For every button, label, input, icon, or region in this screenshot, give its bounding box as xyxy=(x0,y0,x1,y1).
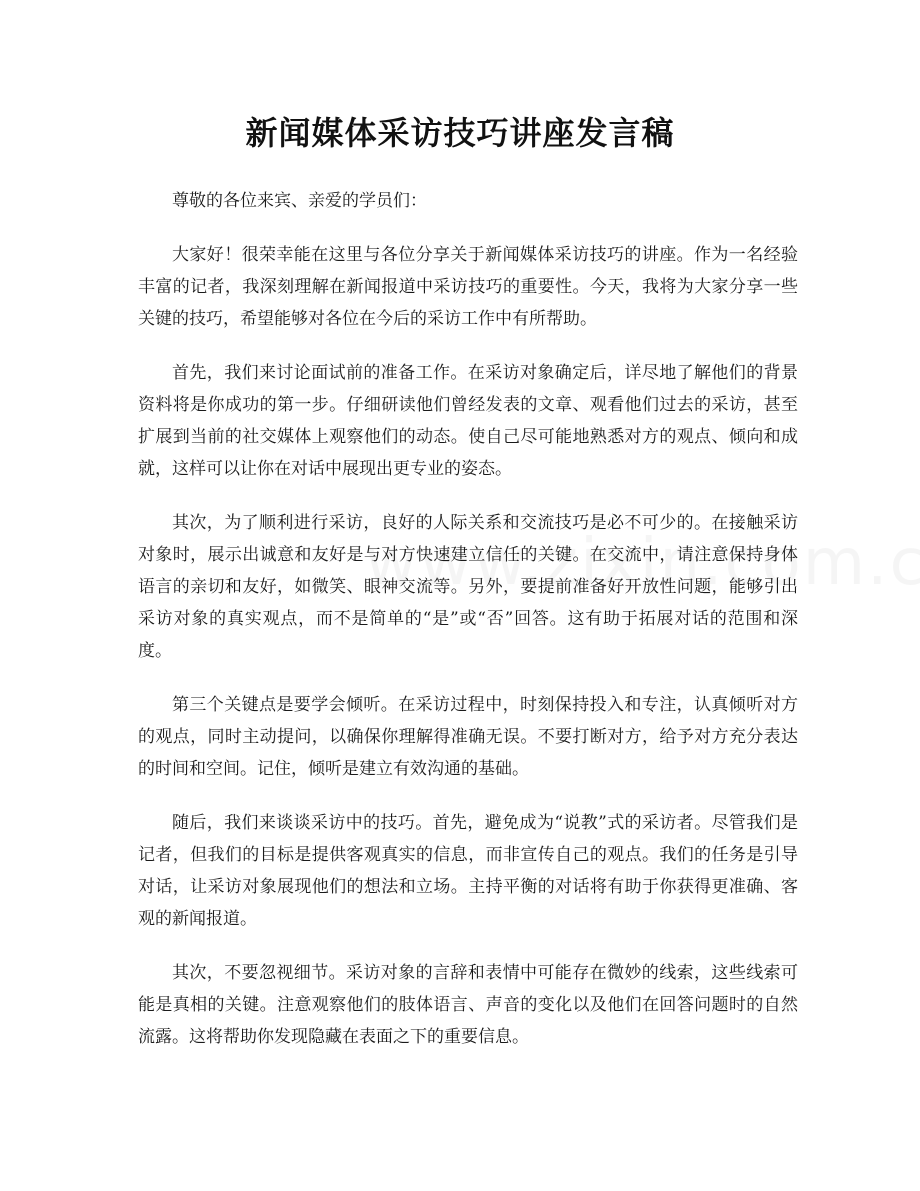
body-paragraph: 第三个关键点是要学会倾听。在采访过程中，时刻保持投入和专注，认真倾听对方的观点，同时主动提问，以确保你理解得准确无误。不要打断对方，给予对方充分表达的时间和空间。记住，倾听是建立有效沟通的基础。 xyxy=(138,695,798,779)
document-body xyxy=(138,185,798,1075)
body-paragraph: 其次，不要忽视细节。采访对象的言辞和表情中可能存在微妙的线索，这些线索可能是真相的关键。注意观察他们的肢体语言、声音的变化以及他们在回答问题时的自然流露。这将帮助你发现隐藏在表面之下的重要信息。 xyxy=(138,963,798,1047)
body-paragraph: 其次，为了顺利进行采访，良好的人际关系和交流技巧是必不可少的。在接触采访对象时，展示出诚意和友好是与对方快速建立信任的关键。在交流中，请注意保持身体语言的亲切和友好，如微笑、眼神交流等。另外，要提前准备好开放性问题，能够引出采访对象的真实观点，而不是简单的“是”或“否”回答。这有助于拓展对话的范围和深度。 xyxy=(138,513,798,661)
body-paragraph: 大家好！很荣幸能在这里与各位分享关于新闻媒体采访技巧的讲座。作为一名经验丰富的记者，我深刻理解在新闻报道中采访技巧的重要性。今天，我将为大家分享一些关键的技巧，希望能够对各位在今后的采访工作中有所帮助。 xyxy=(138,245,798,329)
body-paragraph: 首先，我们来讨论面试前的准备工作。在采访对象确定后，详尽地了解他们的背景资料将是你成功的第一步。仔细研读他们曾经发表的文章、观看他们过去的采访，甚至扩展到当前的社交媒体上观察他们的动态。使自己尽可能地熟悉对方的观点、倾向和成就，这样可以让你在对话中展现出更专业的姿态。 xyxy=(138,363,798,479)
body-paragraph: 随后，我们来谈谈采访中的技巧。首先，避免成为“说教”式的采访者。尽管我们是记者，但我们的目标是提供客观真实的信息，而非宣传自己的观点。我们的任务是引导对话，让采访对象展现他们的想法和立场。主持平衡的对话将有助于你获得更准确、客观的新闻报道。 xyxy=(138,813,798,929)
document-title: 新闻媒体采访技巧讲座发言稿 xyxy=(245,114,675,152)
salutation-paragraph: 尊敬的各位来宾、亲爱的学员们： xyxy=(172,191,427,211)
